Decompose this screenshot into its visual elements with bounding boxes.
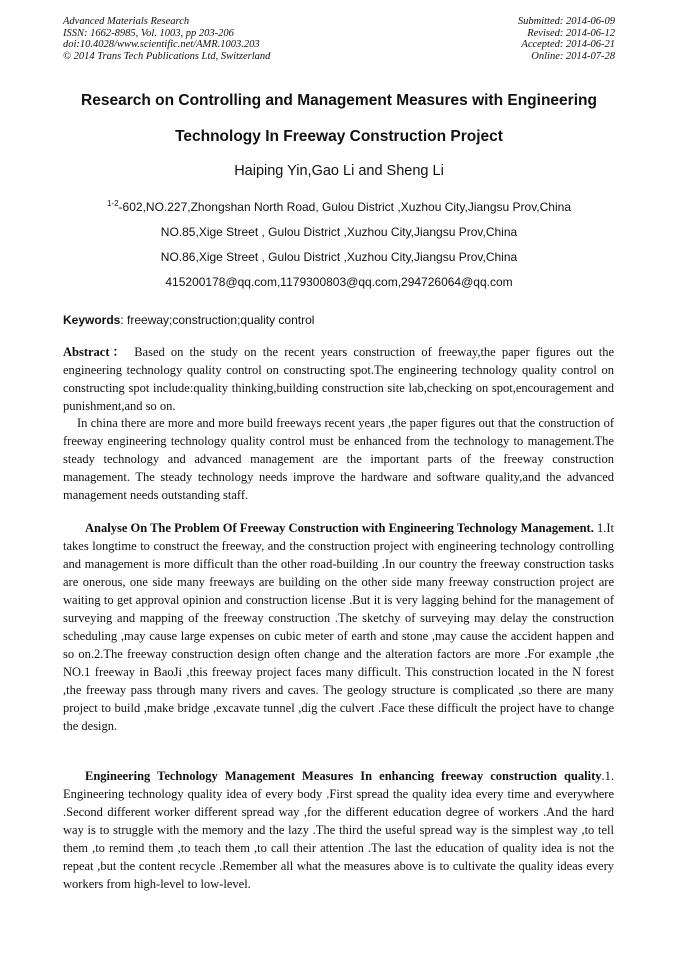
journal-name: Advanced Materials Research <box>63 16 190 27</box>
abstract-text: Based on the study on the recent years construction of freeway,the paper figures out the engineering technology quality control on constructing spot.The engineering technology quality control on constructing spot include:quality thinking,building construction site lab,checking on spot,encouragement and punishment,and so on. <box>63 345 614 413</box>
date-revised: Revised: 2014-06-12 <box>527 27 615 39</box>
date-submitted: Submitted: 2014-06-09 <box>517 16 615 27</box>
intro-text: In china there are more and more build freeways recent years ,the paper figures out that the construction of freeway engineering technology quality control must be enhanced from the technology to management.The steady technology and advanced management are the important parts of the freeway construction management. The steady technology needs improve the hardware and software quality,and the advanced management needs outstanding staff. <box>63 416 614 502</box>
affiliation-1 <box>40 200 638 214</box>
affiliation-superscript: 1-2 <box>106 199 119 208</box>
paper-title-line-2: Technology In Freeway Construction Project <box>175 128 503 145</box>
section-2-heading: Engineering Technology Management Measures In enhancing freeway construction quality <box>85 769 602 783</box>
section-1-heading: Analyse On The Problem Of Freeway Construction with Engineering Technology Management. <box>85 521 594 535</box>
journal-issn: ISSN: 1662-8985, Vol. 1003, pp 203-206 <box>63 27 234 39</box>
keywords-label: Keywords <box>63 313 121 327</box>
paper-title-line-1: Research on Controlling and Management Measures with Engineering <box>81 92 597 109</box>
journal-info <box>63 16 363 62</box>
abstract <box>63 343 614 415</box>
affiliation-1-text: -602,NO.227,Zhongshan North Road, Gulou District ,Xuzhou City,Jiangsu Prov,China <box>118 200 571 214</box>
abstract-label: Abstract： <box>63 345 129 359</box>
date-online: Online: 2014-07-28 <box>531 50 615 62</box>
journal-doi: doi:10.4028/www.scientific.net/AMR.1003.203 <box>63 39 260 51</box>
intro-paragraph <box>63 414 614 504</box>
keywords-text: : freeway;construction;quality control <box>120 313 315 327</box>
section-2 <box>63 767 614 893</box>
journal-copyright: © 2014 Trans Tech Publications Ltd, Switzerland <box>63 50 271 62</box>
section-1 <box>63 519 614 735</box>
author-emails: 415200178@qq.com,1179300803@qq.com,294726064@qq.com <box>165 275 513 289</box>
section-2-text: .1. Engineering technology quality idea of every body .First spread the quality idea every time and everywhere .Second different worker different spread way ,for the different education degree of workers .And the hard way is to struggle with the memory and the lazy .The third the useful spread way is the simplest way ,to tell them ,to remind them ,to teach them ,to call their attention .The last the education of quality idea is not the repeat ,but the content recycle .Remember all what the measures above is to cultivate the quality ideas every workers from high-level to low-level. <box>63 769 614 891</box>
affiliation-2: NO.85,Xige Street , Gulou District ,Xuzhou City,Jiangsu Prov,China <box>160 225 518 239</box>
publication-dates <box>355 16 615 62</box>
affiliation-3: NO.86,Xige Street , Gulou District ,Xuzhou City,Jiangsu Prov,China <box>160 250 518 264</box>
section-1-text: 1.It takes longtime to construct the freeway, and the construction project with engineering technology controlling and management is more difficult than the other road-building .In our country the freeway construction tasks are onerous, one side many freeways are building on the other side many freeway construction project are waiting to get approval opinion and construction license .But it is very lagging behind for the management of surveying and mapping of the freeway construction .The sketchy of surveying may delay the construction scheduling ,may cause large expenses on cubic meter of earth and stone ,may cause the accident happen and so on.2.The freeway construction design often change and the alteration factors are more .For example ,the NO.1 freeway in BaoJi ,this freeway project faces many difficult. This construction located in the N forest ,the freeway pass through many rivers and caves. The geology structure is complicated ,so there are many project to build ,make bridge ,excavate tunnel ,dig the culvert .Face these difficult the project have to change the design. <box>63 521 614 733</box>
authors: Haiping Yin,Gao Li and Sheng Li <box>234 163 444 179</box>
date-accepted: Accepted: 2014-06-21 <box>521 39 615 51</box>
keywords <box>63 313 314 327</box>
